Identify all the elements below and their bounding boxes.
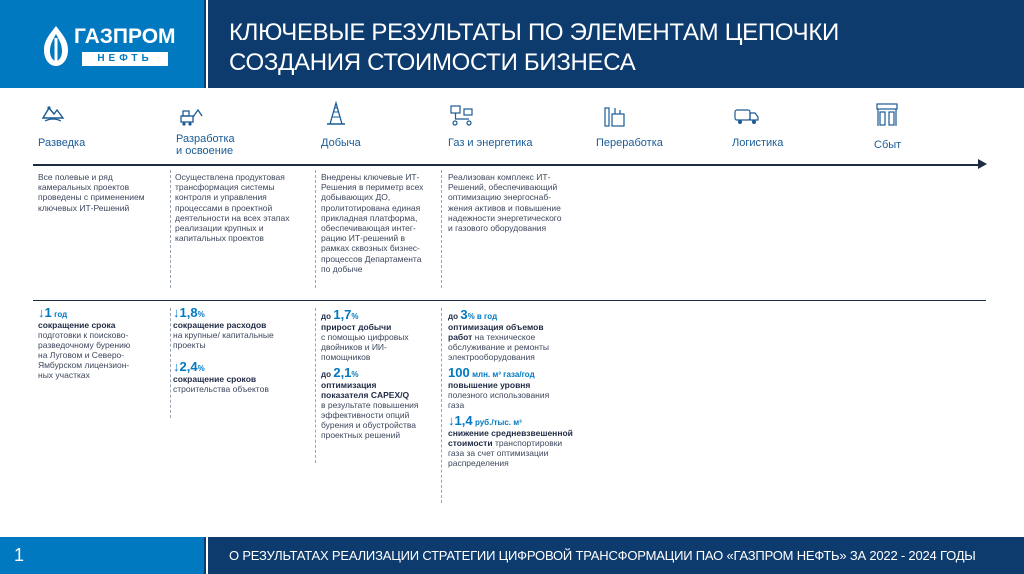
logo-text-main: ГАЗПРОМ <box>74 25 176 48</box>
result-line: на Луговом и Северо- <box>38 350 125 360</box>
desc-exploration <box>38 172 168 213</box>
desc-line: надежности энергетического <box>448 212 562 223</box>
result-line: в результате повышения <box>321 400 419 410</box>
result-value <box>38 305 168 320</box>
desc-line: добывающих ДО, <box>321 192 391 203</box>
result-number: 1,4 <box>454 413 473 428</box>
page-number: 1 <box>14 545 25 565</box>
desc-line: трансформация системы <box>175 182 275 193</box>
truck-icon <box>732 102 762 128</box>
stage-label-development-line-1: Разработка <box>176 133 235 145</box>
result-number: 1 <box>44 305 52 320</box>
result-block <box>321 307 439 362</box>
result-block <box>173 359 311 394</box>
column-separator <box>170 308 171 418</box>
result-title: сокращение расходов <box>173 320 267 330</box>
result-unit: руб./тыс. м³ <box>474 418 522 427</box>
desc-line: процессами в проектной <box>175 202 273 213</box>
stage-label-development <box>176 133 235 157</box>
result-title: снижение средневзвешенной <box>448 428 573 438</box>
results-development <box>173 305 311 400</box>
stage-label-gas-energy: Газ и энергетика <box>448 137 533 149</box>
result-title: показателя CAPEX/Q <box>321 390 410 400</box>
desc-line: процессов Департамента <box>321 253 422 264</box>
result-line: газа за счет оптимизации <box>448 448 549 458</box>
desc-line: капитальных проектов <box>175 233 264 244</box>
desc-line: Решений, обеспечивающий <box>448 182 558 193</box>
result-line: Ямбурском лицензион- <box>38 360 130 370</box>
desc-line: по добыче <box>321 263 363 274</box>
desc-line: прикладная платформа, <box>321 212 418 223</box>
desc-line: реализации крупных и <box>175 223 264 234</box>
result-unit: год <box>54 310 68 319</box>
desc-line: деятельности на всех этапах <box>175 212 290 223</box>
footer-bar <box>0 537 1024 574</box>
desc-line: ключевых ИТ-Решений <box>38 202 130 213</box>
result-line: разведочному бурению <box>38 340 131 350</box>
result-line: полезного использования <box>448 390 550 400</box>
result-number: 3 <box>460 307 468 322</box>
result-line: бурения и обустройства <box>321 420 417 430</box>
result-title: прирост добычи <box>321 322 392 332</box>
result-value <box>448 307 593 322</box>
result-unit: % <box>351 312 359 321</box>
result-title: сокращение срока <box>38 320 116 330</box>
logo-text-sub: НЕФТЬ <box>82 52 168 66</box>
logo-panel <box>0 0 204 88</box>
result-value <box>321 307 439 322</box>
result-line: проектных решений <box>321 430 401 440</box>
result-title: работ <box>448 332 473 342</box>
result-prefix: ↓ <box>173 305 180 320</box>
result-unit: % <box>351 370 359 379</box>
desc-line: рацию ИТ-решений в <box>321 233 406 244</box>
results-divider <box>33 300 986 301</box>
stage-label-refining: Переработка <box>596 137 663 149</box>
result-number: 2,1 <box>333 365 352 380</box>
desc-line: Внедрены ключевые ИТ- <box>321 172 420 182</box>
refinery-icon <box>602 102 628 128</box>
desc-line: рамках сквозных бизнес- <box>321 243 420 254</box>
result-block <box>448 413 593 468</box>
result-line: эффективности опций <box>321 410 410 420</box>
result-value <box>173 359 311 374</box>
result-line: газа <box>448 400 465 410</box>
result-block <box>38 305 168 380</box>
desc-line: оптимизацию энергоснаб- <box>448 192 552 203</box>
result-unit: млн. м³ газа/год <box>472 370 535 379</box>
result-block <box>321 365 439 440</box>
result-line: обслуживание и ремонты <box>448 342 549 352</box>
page-title-line-1: КЛЮЧЕВЫЕ РЕЗУЛЬТАТЫ ПО ЭЛЕМЕНТАМ ЦЕПОЧКИ <box>229 19 839 46</box>
results-production <box>321 307 439 446</box>
desc-gas-energy <box>448 172 588 233</box>
result-block <box>448 307 593 362</box>
stage-label-development-line-2: и освоение <box>176 145 234 157</box>
gas-energy-icon <box>449 102 475 128</box>
page-title-line-2: СОЗДАНИЯ СТОИМОСТИ БИЗНЕСА <box>229 49 636 76</box>
result-prefix: ↓ <box>448 413 455 428</box>
result-line: электрооборудования <box>448 352 535 362</box>
column-separator <box>441 308 442 503</box>
result-number: 2,4 <box>179 359 198 374</box>
header-bar <box>0 0 1024 88</box>
footer-left-panel <box>0 537 204 574</box>
result-prefix: до <box>321 312 331 321</box>
gazprom-flame-icon <box>40 24 72 68</box>
column-separator <box>315 308 316 463</box>
result-line: строительства объектов <box>173 384 269 394</box>
column-separator <box>441 170 442 288</box>
result-title: оптимизация <box>321 380 377 390</box>
desc-line: Осуществлена продуктовая <box>175 172 285 182</box>
desc-development <box>175 172 313 243</box>
result-value <box>321 365 439 380</box>
result-unit: % <box>197 310 205 319</box>
results-exploration <box>38 305 168 386</box>
oil-rig-icon <box>323 100 349 126</box>
result-prefix: ↓ <box>38 305 45 320</box>
stage-label-sales: Сбыт <box>874 139 902 151</box>
result-line: транспортировки <box>492 438 563 448</box>
result-value <box>448 365 593 380</box>
column-separator <box>315 170 316 288</box>
fuel-station-icon <box>874 102 900 128</box>
stage-label-exploration: Разведка <box>38 137 86 149</box>
result-number: 100 <box>448 365 470 380</box>
result-number: 1,7 <box>333 307 352 322</box>
axis-arrow-icon <box>978 159 987 169</box>
result-unit: % <box>197 364 205 373</box>
result-line: подготовки к поисково- <box>38 330 129 340</box>
value-chain-axis <box>33 164 982 166</box>
result-value <box>448 413 593 428</box>
desc-line: Реализован комплекс ИТ- <box>448 172 551 182</box>
result-line: на крупные/ капитальные <box>173 330 274 340</box>
desc-line: жения активов и повышение <box>448 202 561 213</box>
result-title: стоимости <box>448 438 493 448</box>
desc-line: и газового оборудования <box>448 223 547 234</box>
result-title: сокращение сроков <box>173 374 257 384</box>
desc-production <box>321 172 439 274</box>
footer-text: О РЕЗУЛЬТАТАХ РЕАЛИЗАЦИИ СТРАТЕГИИ ЦИФРОВОЙ ТРАНСФОРМАЦИИ ПАО «ГАЗПРОМ НЕФТЬ» ЗА 2022 - 2024 ГОДЫ <box>229 548 976 563</box>
desc-line: проведены с применением <box>38 192 145 203</box>
result-line: ных участках <box>38 370 90 380</box>
column-separator <box>170 170 171 288</box>
result-block <box>448 365 593 410</box>
result-unit: % в год <box>467 312 498 321</box>
excavator-icon <box>178 102 204 128</box>
desc-line: пролитотирована единая <box>321 202 421 213</box>
desc-line: камеральных проектов <box>38 182 130 193</box>
header-divider <box>206 0 208 88</box>
result-line: на техническое <box>472 332 536 342</box>
desc-line: Решения в периметр всех <box>321 182 424 193</box>
result-line: двойников и ИИ- <box>321 342 387 352</box>
result-block <box>173 305 311 350</box>
stage-label-production: Добыча <box>321 137 361 149</box>
results-gas-energy <box>448 307 593 474</box>
result-prefix: ↓ <box>173 359 180 374</box>
desc-line: обеспечивающая интег- <box>321 223 416 234</box>
result-number: 1,8 <box>179 305 198 320</box>
result-line: с помощью цифровых <box>321 332 409 342</box>
exploration-icon <box>40 100 66 126</box>
result-line: помощников <box>321 352 371 362</box>
footer-divider <box>206 537 208 574</box>
result-prefix: до <box>448 312 458 321</box>
stage-label-logistics: Логистика <box>732 137 784 149</box>
desc-line: Все полевые и ряд <box>38 172 113 182</box>
result-title: повышение уровня <box>448 380 531 390</box>
result-line: распределения <box>448 458 509 468</box>
result-prefix: до <box>321 370 331 379</box>
desc-line: контроля и управления <box>175 192 267 203</box>
page-title <box>229 18 1009 78</box>
result-line: проекты <box>173 340 206 350</box>
result-title: оптимизация объемов <box>448 322 544 332</box>
result-value <box>173 305 311 320</box>
